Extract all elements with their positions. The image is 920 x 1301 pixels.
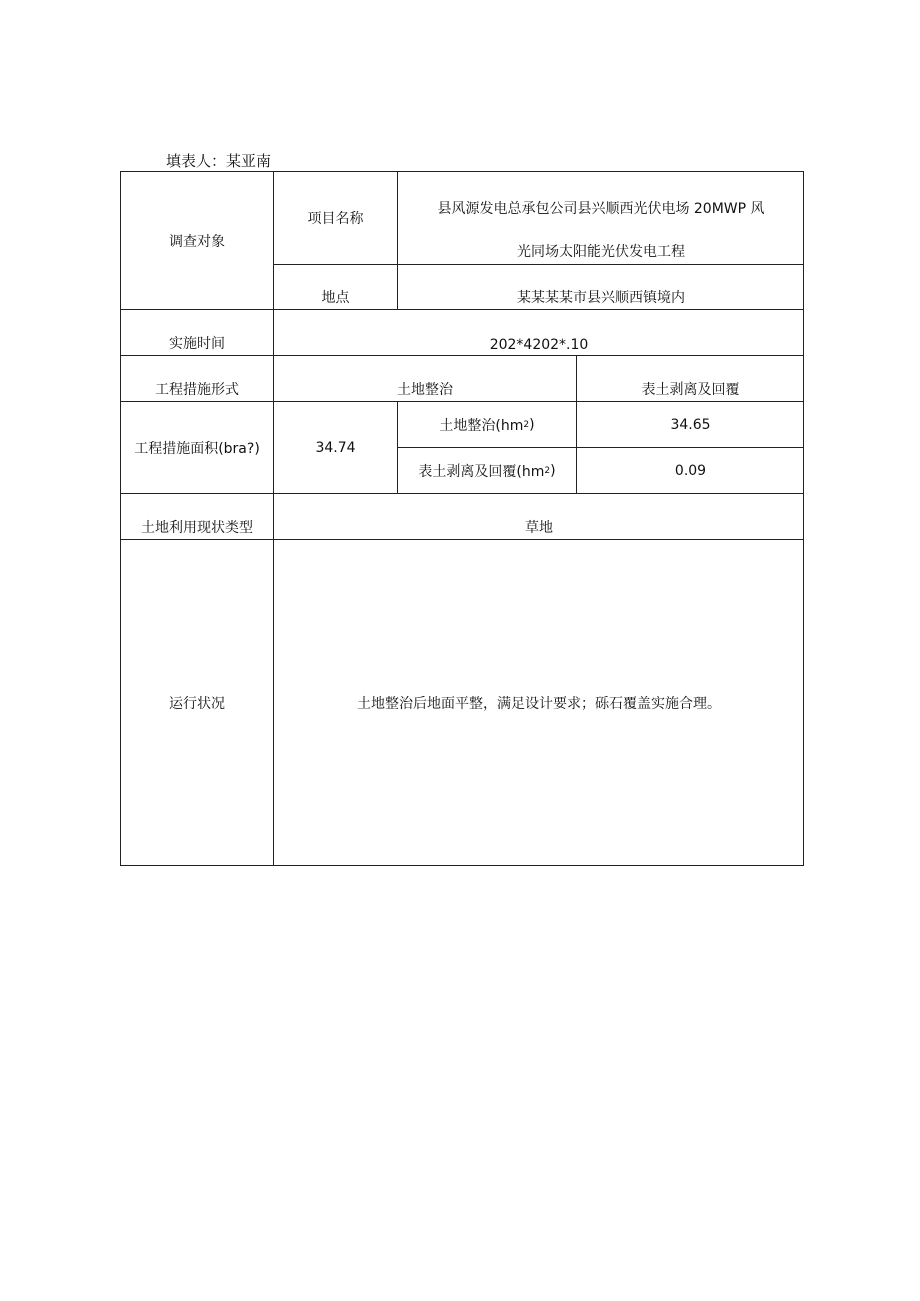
land-use-value: 草地 bbox=[525, 520, 553, 536]
filler-label: 填表人：某亚南 bbox=[166, 152, 272, 170]
project-name-line1: 县风源发电总承包公司县兴顺西光伏电场 20MWP 风 bbox=[437, 201, 765, 217]
implementation-time-label: 实施时间 bbox=[169, 336, 225, 352]
measure-form-topsoil: 表土剥离及回覆 bbox=[641, 382, 740, 398]
operation-status-value: 土地整治后地面平整，满足设计要求；砾石覆盖实施合理。 bbox=[357, 696, 721, 712]
measure-form-label: 工程措施形式 bbox=[155, 382, 239, 398]
project-name-line2: 光同场太阳能光伏发电工程 bbox=[517, 244, 685, 260]
measure-form-land-consolidation: 土地整治 bbox=[397, 382, 453, 398]
operation-status-label: 运行状况 bbox=[169, 696, 225, 712]
project-name-value bbox=[398, 172, 804, 264]
topsoil-area-value: 0.09 bbox=[674, 462, 707, 479]
land-consolidation-area-label: 土地整治(hm 2 ) bbox=[439, 416, 535, 434]
land-consolidation-area-value: 34.65 bbox=[670, 416, 711, 433]
measure-area-label: 工程措施面积(bra?) bbox=[134, 440, 260, 457]
land-use-label: 土地利用现状类型 bbox=[141, 520, 253, 536]
topsoil-area-label: 表土剥离及回覆(hm 2 ) bbox=[418, 462, 556, 480]
measure-area-total: 34.74 bbox=[315, 439, 356, 456]
location-value: 某某某某市县兴顺西镇境内 bbox=[517, 290, 685, 306]
survey-object-label: 调查对象 bbox=[169, 233, 225, 250]
project-name-label: 项目名称 bbox=[307, 211, 364, 227]
location-label: 地点 bbox=[321, 290, 350, 306]
implementation-time-value: 202*4202*.10 bbox=[489, 337, 589, 353]
survey-table bbox=[120, 171, 804, 866]
